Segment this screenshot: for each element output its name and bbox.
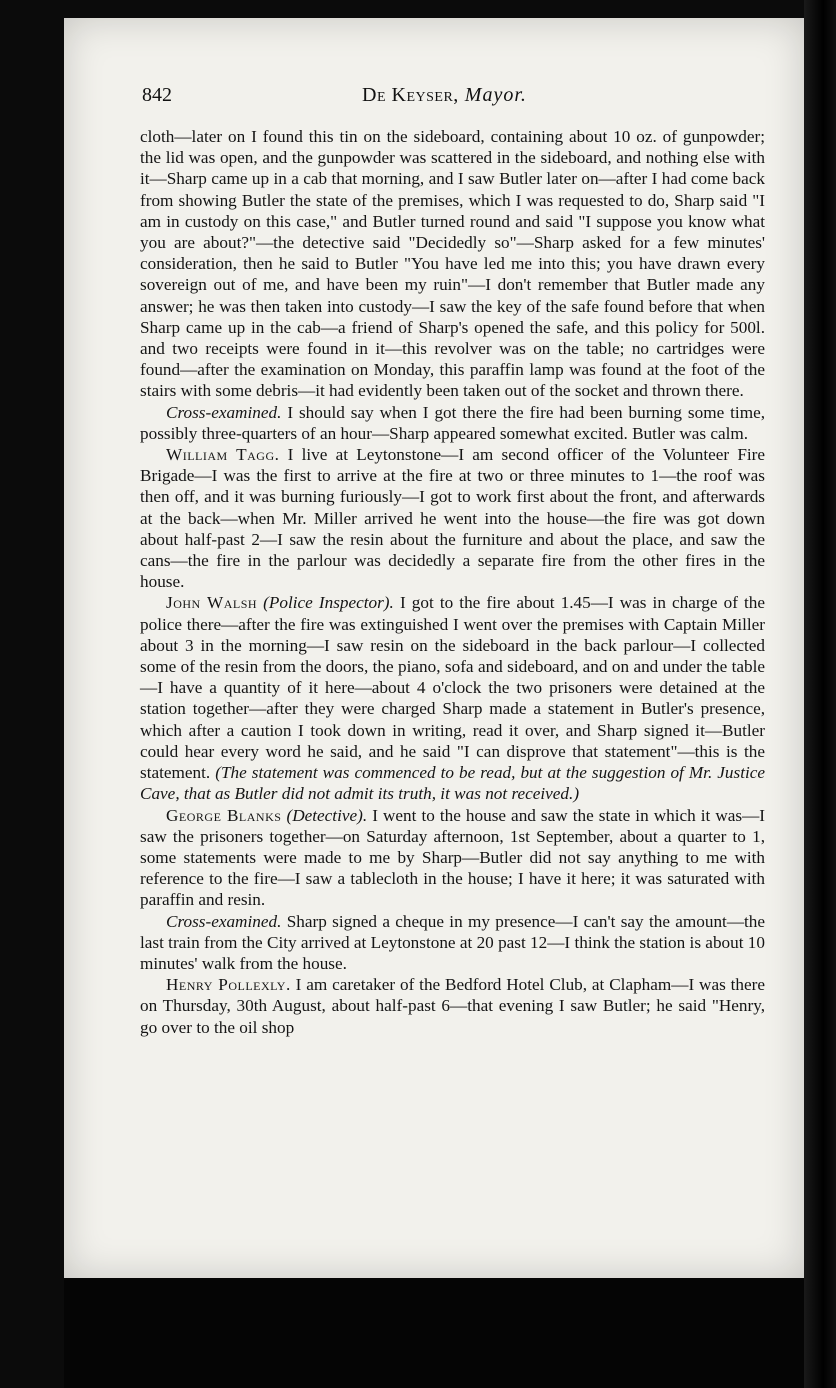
paragraph-text: cloth—later on I found this tin on the sideboard, containing about 10 oz. of gunpowder; the lid was open, and the gunpowder was scattered in the sideboard, and nothing else with it—Sharp came up in a cab that morning, and I saw Butler later on—after I had come back from showing Butler the state of the premises, which I was requested to do, Sharp said "I am in custody on this case," and Butler turned round and said "I suppose you know what you are about?"—the detective said "Decidedly so"—Sharp asked for a few minutes' consideration, then he said to Butler "You have led me into this; you have drawn every sovereign out of me, and have been my ruin"—I don't remember that Butler made any answer; he was then taken into custody—I saw the key of the safe found before that when Sharp came up in the cab—a friend of Sharp's opened the safe, and this policy for 500l. and two receipts were found in it—this revolver was on the table; no cartridges were found—after the examination on Monday, this paraffin lamp was found at the foot of the stairs with some debris—it had evidently been taken out of the socket and thrown there. <box>140 127 765 401</box>
cross-examined-label: Cross-examined. <box>166 911 282 931</box>
paragraph-henry-pollexly <box>140 974 765 1038</box>
paragraph-text: I got to the fire about 1.45—I was in charge of the police there—after the fire was extinguished I went over the premises with Captain Miller about 3 in the morning—I saw resin on the sideboard in the back parlour—I collected some of the resin from the doors, the piano, sofa and sideboard, and on and under the table—I have a quantity of it here—about 4 o'clock the two prisoners were detained at the station together—after they were charged Sharp made a statement in Butler's presence, which after a caution I took down in writing, read it over, and Sharp signed it—Butler could hear every word he said, and he said "I can disprove that statement"—this is the statement. <box>140 593 766 783</box>
cross-examined-label: Cross-examined. <box>166 402 282 422</box>
paragraph-cross-examined-1 <box>140 402 765 444</box>
scan-bottom-edge <box>64 1278 804 1388</box>
paragraph-text: I am caretaker of the Bedford Hotel Club, at Clapham—I was there on Thursday, 30th August, about half-past 6—that evening I saw Butler; he said "Henry, go over to the oil shop <box>140 975 766 1037</box>
paragraph-george-blanks <box>140 805 765 911</box>
book-spine-edge <box>804 0 836 1388</box>
body-text <box>140 126 765 1038</box>
book-page <box>64 18 804 1278</box>
editorial-note: (The statement was commenced to be read, but at the suggestion of Mr. Justice Cave, that as Butler did not admit its truth, it was not received.) <box>140 763 766 804</box>
witness-name: Henry Pollexly. <box>166 975 291 995</box>
witness-role: (Police Inspector). <box>263 593 394 613</box>
witness-name: William Tagg. <box>166 445 280 465</box>
paragraph-text: Sharp signed a cheque in my presence—I can't say the amount—the last train from the City arrived at Leytonstone at 20 past 12—I think the station is about 10 minutes' walk from the house. <box>140 911 766 973</box>
running-title-office: Mayor. <box>464 84 527 106</box>
paragraph-john-walsh <box>140 592 765 804</box>
witness-name: George Blanks <box>166 805 282 825</box>
running-title-name: De Keyser, <box>362 84 459 106</box>
witness-role: (Detective). <box>286 805 368 825</box>
paragraph-cross-examined-2 <box>140 911 765 975</box>
paragraph-text: I should say when I got there the fire had been burning some time, possibly three-quarters of an hour—Sharp appeared somewhat excited. Butler was calm. <box>140 402 765 443</box>
paragraph-text: I went to the house and saw the state in which it was—I saw the prisoners together—on Saturday afternoon, 1st September, about a quarter to 1, some statements were made to me by Sharp—Butler did not say anything to me with reference to the fire—I saw a tablecloth in the house; I have it here; it was saturated with paraffin and resin. <box>140 805 766 910</box>
paragraph-william-tagg <box>140 444 765 592</box>
witness-name: John Walsh <box>166 593 258 613</box>
page-number: 842 <box>142 84 172 106</box>
running-title <box>362 84 527 107</box>
paragraph-testimony-continued <box>140 126 765 402</box>
paragraph-text: I live at Leytonstone—I am second officer of the Volunteer Fire Brigade—I was the first to arrive at the fire at two or three minutes to 1—the roof was then off, and it was burning furiously—I got to work first about the front, and afterwards at the back—when Mr. Miller arrived he went into the house—the fire was got down about half-past 2—I saw the resin about the furniture and about the place, and saw the cans—the fire in the parlour was decidedly a separate fire from the other fires in the house. <box>140 445 765 592</box>
